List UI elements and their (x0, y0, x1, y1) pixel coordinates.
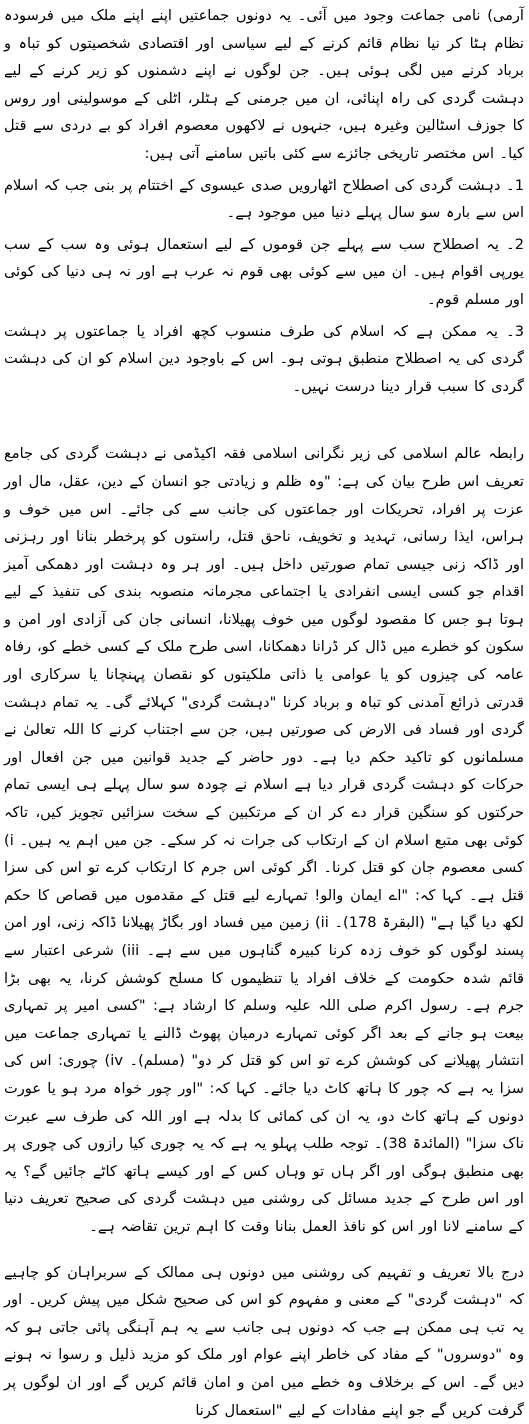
paragraph-conclusion: درج بالا تعریف و تفہیم کی روشنی میں دونوں ہی ممالک کے سربراہان کو چاہیے کہ "دہشت گردی" کے معنی و مفہوم کو اس کی صحیح شکل میں پیش کریں۔ اور یہ تب ہی ممکن ہے جب کہ دونوں ہی جانب سے یہ ہم آہنگی پائی جاتی ہو کہ وہ "دوسروں" کے مفاد کی خاطر اپنے عوام اور ملک کو مزید ذلیل و رسوا نہ ہونے دیں گے۔ اس کے برخلاف وہ خطے میں امن و امان قائم کریں گے اور ان لوگوں پر گرفت کریں گے جو اپنے مفادات کے لیے "استعمال کرنا (4, 1263, 524, 1419)
point-2: 2۔ یہ اصطلاح سب سے پہلے جن قوموں کے لیے استعمال ہوئی وہ سب کے سب یورپی اقوام ہیں۔ ان میں سے کوئی بھی قوم نہ عرب ہے اور نہ ہی دنیا کی کوئی اور مسلم قوم۔ (4, 235, 524, 308)
paragraph-history: آرمی) نامی جماعت وجود میں آئی۔ یہ دونوں جماعتیں اپنے اپنے ملک میں فرسودہ نظام ہٹا کر نیا نظام قائم کرنے کے لیے سیاسی اور اقتصادی شخصیتوں کو تباہ و برباد کرنے میں لگی ہوئی ہیں۔ جن لوگوں نے اپنے دشمنوں کو زیر کرنے کے لیے دہشت گردی کی راہ اپنائی، ان میں جرمنی کے ہٹلر، اٹلی کے موسولینی اور روس کا جوزف اسٹالین وغیرہ ہیں، جنہوں نے لاکھوں معصوم افراد کو بے دردی سے قتل کیا۔ اس مختصر تاریخی جائزے سے کئی باتیں سامنے آتی ہیں: (4, 7, 524, 162)
point-1: 1۔ دہشت گردی کی اصطلاح اٹھارویں صدی عیسوی کے اختتام پر بنی جب کہ اسلام اس سے بارہ سو سال پہلے دنیا میں موجود ہے۔ (4, 176, 524, 222)
paragraph-definition: رابطہ عالم اسلامی کی زیر نگرانی اسلامی فقہ اکیڈمی نے دہشت گردی کی جامع تعریف اس طرح بیان کی ہے: "وہ ظلم و زیادتی جو انسان کے دین، عقل، مال اور عزت پر افراد، تحریکات اور جماعتوں کی جانب سے کی جائے۔ اس میں خوف و ہراس، ایذا رسانی، تہدید و تخویف، ناحق قتل، راستوں کو پرخطر بنانا اور رہزنی اور ڈاکہ زنی جیسی تمام صورتیں داخل ہیں۔ اور ہر وہ دہشت اور دھمکی آمیز اقدام جو کسی ایسی انفرادی یا اجتماعی مجرمانہ منصوبہ بندی کی تنفیذ کے لیے ہوتا ہو جس کا مقصود لوگوں میں خوف پھیلانا، انسانی جان کی آزادی اور امن و سکون کو خطرے میں ڈال کر ڈرانا دھمکانا، اسی طرح ملک کے کسی خطے کو، رفاہ عامہ کی چیزوں کو یا عوامی یا ذاتی ملکیتوں کو نقصان پہنچانا یا سرکاری اور قدرتی ذرائع آمدنی کو تباہ و برباد کرنا "دہشت گردی" کہلائے گی۔ یہ تمام دہشت گردی اور فساد فی الارض کی صورتیں ہیں، جن سے اجتناب کرنے کا اللہ تعالیٰ نے مسلمانوں کو تاکید حکم دیا ہے۔ دور حاضر کے جدید قوانین میں جن افعال اور حرکات کو دہشت گردی قرار دیا ہے اسلام نے چودہ سو سال پہلے ہی ایسی تمام حرکتوں کو سنگین قرار دے کر ان کے مرتکبین کے سخت سزائیں تجویز کیں، تاکہ کوئی بھی متبع اسلام ان کے ارتکاب کی جرات نہ کر سکے۔ جن میں اہم یہ ہیں۔ i) کسی معصوم جان کو قتل کرنا۔ اگر کوئی اس جرم کا ارتکاب کرے تو اس کی سزا قتل ہے۔ کہا کہ: "اے ایمان والو! تمہارے لیے قتل کے مقدموں میں قصاص کا حکم لکھ دیا گیا ہے" (البقرۃ 178)۔ ii) زمین میں فساد اور بگاڑ پھیلانا ڈاکہ زنی، اور امن پسند لوگوں کو خوف زدہ کرنا کبیرہ گناہوں میں سے ہے۔ iii) شرعی اعتبار سے قائم شدہ حکومت کے خلاف افراد یا تنظیموں کا مسلح کوشش کرنا، یہ بھی بڑا جرم ہے۔ رسول اکرم صلی اللہ علیہ وسلم کا ارشاد ہے: "کسی امیر پر تمہاری بیعت ہو جانے کے بعد اگر کوئی تمہارے درمیان پھوٹ ڈالنے یا تمہاری جماعت میں انتشار پھیلانے کی کوشش کرے تو اس کو قتل کر دو" (مسلم)۔ iv) چوری: اس کی سزا یہ ہے کہ چور کا ہاتھ کاٹ دیا جائے۔ کہا کہ: "اور چور خواہ مرد ہو یا عورت دونوں کے ہاتھ کاٹ دو، یہ ان کی کمائی کا بدلہ ہے اور اللہ کی طرف سے عبرت ناک سزا" (المائدۃ 38)۔ توجہ طلب پہلو یہ ہے کہ یہ چوری کیا رازوں کی چوری پر بھی منطبق ہوگی اور اگر ہاں تو وہاں کس کے اور کیسے ہاتھ کاٹے جائیں گے؟ یہ اور اس طرح کے جدید مسائل کی روشنی میں دہشت گردی کی صحیح تعریف دنیا کے سامنے لانا اور اس کو نافذ العمل بنانا وقت کا اہم ترین تقاضہ ہے۔ (4, 445, 525, 1235)
point-3: 3۔ یہ ممکن ہے کہ اسلام کی طرف منسوب کچھ افراد یا جماعتوں پر دہشت گردی کی یہ اصطلاح منطبق ہوتی ہو۔ اس کے باوجود دین اسلام کو ان کی دہشت گردی کا سبب قرار دینا درست نہیں۔ (4, 322, 524, 395)
